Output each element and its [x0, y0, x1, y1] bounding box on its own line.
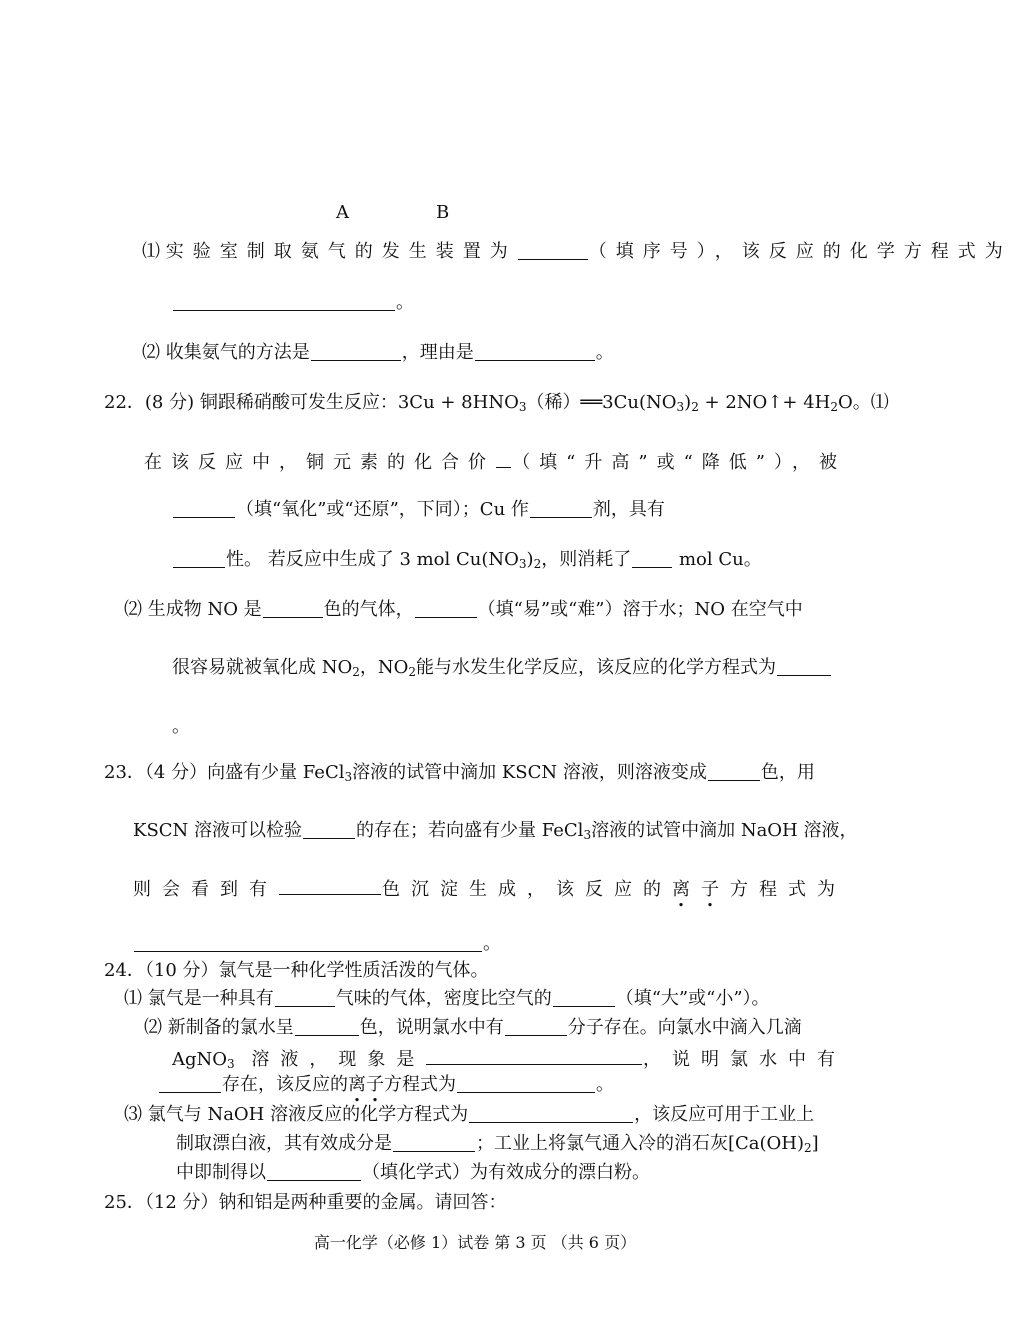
q24-blank-formula[interactable]: [267, 1162, 361, 1181]
q24-blank-chlorine-water-color[interactable]: [295, 1017, 359, 1036]
q22-part2-b: 色的气体，: [323, 599, 414, 620]
q21-part2-text-b: ，理由是: [401, 342, 474, 363]
q22-part2-l2-a: 很容易就被氧化成 NO: [172, 657, 353, 678]
q23-emph-zi: 子: [701, 879, 730, 900]
q24-head: 24．（10 分）氯气是一种化学性质活泼的气体。: [104, 960, 489, 981]
q21-part1-text-a: 实验室制取氨气的发生装置为: [165, 241, 517, 262]
q24-part2-line3: [158, 1074, 614, 1096]
q23-line1-sub: 3: [344, 770, 353, 784]
q22-blank-no2-equation[interactable]: [777, 657, 831, 676]
q23-line1: [104, 762, 815, 784]
q22-blank-solubility[interactable]: [415, 599, 477, 618]
q24-part2-l2-c: ，说明氯水中有: [643, 1049, 846, 1070]
q21-part2-end: 。: [595, 342, 614, 363]
q21-blank-equation[interactable]: [173, 292, 395, 311]
q22-blank-mol[interactable]: [632, 549, 672, 568]
q24-part3-l2-a: 制取漂白液，其有效成分是: [176, 1133, 392, 1154]
q23-line2-sub: 3: [583, 828, 592, 842]
q24-part2-a: ⑵ 新制备的氯水呈: [144, 1017, 294, 1038]
q21-part2-line: [142, 342, 614, 364]
q23-line2-a: KSCN 溶液可以检验: [133, 820, 303, 841]
q22-line4-sub1: 3: [518, 557, 527, 571]
q22-line2: [144, 449, 846, 474]
q22-blank-property[interactable]: [173, 549, 225, 568]
q22-line3: [172, 499, 665, 521]
q21-part1-text-b: （填序号），该反应的化学方程式为: [588, 241, 1012, 262]
q22-part2-l2-sub2: 2: [408, 665, 417, 679]
q21-part1-line1: [142, 241, 1012, 263]
q24-part2-line1: [144, 1017, 802, 1039]
q24-blank-ion[interactable]: [159, 1074, 221, 1093]
q22-sub4: 2: [830, 400, 838, 414]
q24-part3-l2-b: ；工业上将氯气通入冷的消石灰[Ca(OH): [476, 1133, 805, 1154]
q23-emph-li: 离: [672, 879, 701, 900]
q22-line3-b: 剂，具有: [592, 499, 665, 520]
q22-part2-line3: 。: [172, 716, 190, 737]
q24-part1-a: ⑴ 氯气是一种具有: [124, 988, 274, 1009]
q24-part2-b: 色，说明氯水中有: [359, 1017, 504, 1038]
q24-part3-line2: [176, 1133, 819, 1155]
q22-blank-valence[interactable]: [496, 449, 511, 468]
q22-sub2: 3: [676, 400, 685, 414]
q22-line4-a: 性。 若反应中生成了 3 mol Cu(NO: [226, 549, 519, 570]
q21-part1-num: ⑴: [142, 241, 160, 262]
q24-blank-active-ingredient[interactable]: [393, 1133, 475, 1152]
q24-part3-l2-sub: 2: [804, 1141, 812, 1155]
q23-line2: [133, 820, 857, 842]
q22-sub3: 2: [691, 400, 699, 414]
q22-line2-a: 在该反应中，铜元素的化合价: [144, 452, 495, 473]
q24-emph-zi: 子: [366, 1074, 384, 1095]
q22-part2-line1: [124, 599, 803, 621]
q22-head-e: O。⑴: [838, 392, 889, 413]
q22-line4-b: ): [526, 549, 534, 570]
q24-blank-smell[interactable]: [275, 988, 335, 1007]
q22-head: [104, 392, 889, 414]
q23-line3-a: 则会看到有: [133, 879, 278, 900]
q22-line2-b: （填“升高”或“降低”），被: [512, 452, 846, 473]
q23-blank-precipitate[interactable]: [279, 876, 381, 895]
q22-head-a: 22．(8 分) 铜跟稀硝酸可发生反应：3Cu + 8HNO: [104, 392, 519, 413]
q23-line2-c: 溶液的试管中滴加 NaOH 溶液，: [591, 820, 858, 841]
q24-part2-l3-a: 存在，该反应的: [222, 1074, 348, 1095]
q23-line1-b: 溶液的试管中滴加 KSCN 溶液，则溶液变成: [352, 762, 707, 783]
q24-part3-a: ⑶ 氯气与 NaOH 溶液反应的化学方程式为: [124, 1104, 469, 1125]
q24-part3-line1: [124, 1104, 814, 1126]
q22-line4: [172, 549, 762, 571]
q21-part1-end: 。: [396, 292, 414, 313]
page-footer: 高一化学（必修 1）试卷 第 3 页 （共 6 页）: [313, 1233, 637, 1252]
q22-blank-color[interactable]: [263, 599, 323, 618]
q21-part1-line2: [172, 292, 414, 314]
q22-blank-agent[interactable]: [530, 499, 592, 518]
q23-line3-b: 色沉淀生成，该反应的: [382, 879, 672, 900]
q22-part2-c: （填“易”或“难”）溶于水；NO 在空气中: [477, 599, 803, 620]
q23-line4: [133, 933, 501, 955]
q23-blank-ion[interactable]: [303, 820, 355, 839]
q24-blank-phenomenon[interactable]: [426, 1046, 642, 1065]
q24-part2-c: 分子存在。向氯水中滴入几滴: [567, 1017, 802, 1038]
q24-part3-l3-a: 中即制得以: [176, 1162, 266, 1183]
q21-part2-text-a: 收集氨气的方法是: [165, 342, 310, 363]
q21-blank-method[interactable]: [311, 342, 401, 361]
q22-part2-a: ⑵ 生成物 NO 是: [124, 599, 262, 620]
q23-line3: [133, 876, 846, 901]
q24-part1-c: （填“大”或“小”）。: [615, 988, 770, 1009]
q22-head-b: （稀）══3Cu(NO: [526, 392, 677, 413]
q24-part2-line2: [172, 1046, 846, 1071]
q22-line3-a: （填“氧化”或“还原”，下同）；Cu 作: [236, 499, 529, 520]
figure-label-b: B: [436, 202, 450, 223]
q22-sub1: 3: [518, 400, 527, 414]
q24-part2-l3-end: 。: [596, 1074, 614, 1095]
q24-part1: [124, 988, 770, 1010]
q22-part2-l2-c: 能与水发生化学反应，该反应的化学方程式为: [416, 657, 777, 678]
q24-part3-l3-b: （填化学式）为有效成分的漂白粉。: [362, 1162, 650, 1183]
q22-line4-c: ，则消耗了: [541, 549, 632, 570]
q22-blank-oxidized[interactable]: [173, 499, 235, 518]
q23-line2-b: 的存在；若向盛有少量 FeCl: [356, 820, 584, 841]
q24-part2-l2-a: AgNO: [172, 1049, 228, 1070]
q22-part2-line2: [172, 657, 832, 679]
q24-part1-b: 气味的气体，密度比空气的: [335, 988, 552, 1009]
q24-part2-l2-sub: 3: [227, 1057, 235, 1071]
q23-blank-color[interactable]: [708, 762, 760, 781]
q24-part3-line3: [176, 1162, 650, 1184]
q23-line3-c: 方程式为: [730, 879, 846, 900]
q23-line3-tail: [382, 879, 846, 901]
q21-blank-apparatus[interactable]: [518, 241, 588, 260]
q21-blank-reason[interactable]: [475, 342, 595, 361]
q24-part3-l2-c: ]: [811, 1133, 819, 1154]
q24-blank-naoh-equation[interactable]: [469, 1104, 633, 1123]
q22-head-c: ): [684, 392, 692, 413]
q23-line4-end: 。: [483, 933, 501, 954]
q22-part2-l2-sub1: 2: [352, 665, 360, 679]
q22-line4-sub2: 2: [533, 557, 542, 571]
q22-part2-l2-b: ，NO: [359, 657, 409, 678]
q24-emph-li: 离: [348, 1074, 366, 1095]
q24-blank-density[interactable]: [553, 988, 615, 1007]
q24-part3-b: ，该反应可用于工业上: [634, 1104, 815, 1125]
q24-blank-ionic-equation[interactable]: [457, 1074, 595, 1093]
q25-head: 25．（12 分）钠和铝是两种重要的金属。请回答：: [104, 1192, 507, 1213]
q23-blank-ionic-equation[interactable]: [134, 933, 482, 952]
q21-part2-num: ⑵: [142, 342, 160, 363]
q24-part2-l3-b: 方程式为: [384, 1074, 456, 1095]
q23-line1-a: 23．（4 分）向盛有少量 FeCl: [104, 762, 345, 783]
q22-line4-d: mol Cu。: [673, 549, 762, 570]
q24-part2-l2-head: [172, 1049, 425, 1071]
q24-blank-molecule[interactable]: [505, 1017, 567, 1036]
q22-head-d: + 2NO↑+ 4H: [698, 392, 831, 413]
q23-line1-c: 色，用: [760, 762, 815, 783]
figure-label-a: A: [336, 202, 349, 223]
q24-part2-l2-b: 溶液，现象是: [234, 1049, 426, 1070]
